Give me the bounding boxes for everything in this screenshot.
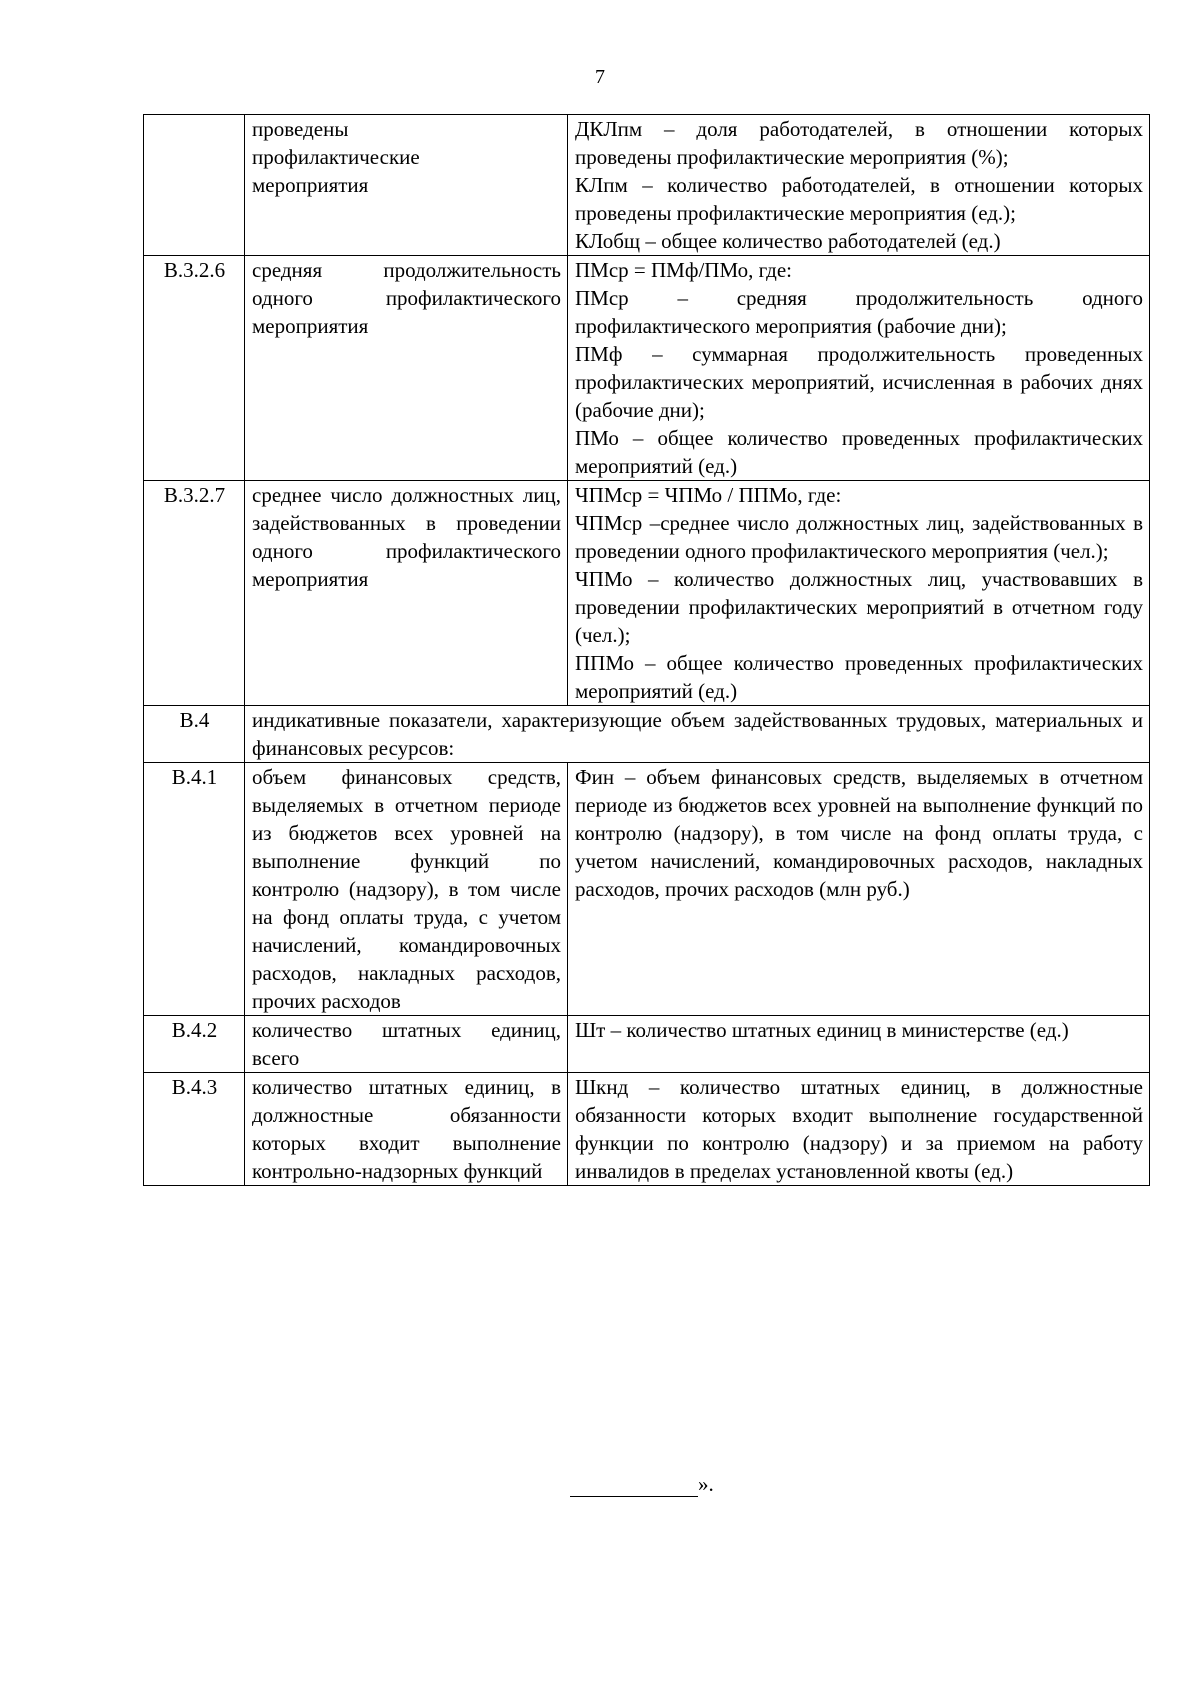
indicator-formula: [568, 256, 1150, 481]
table-row: [144, 481, 1150, 706]
indicator-code: [144, 115, 245, 256]
indicator-code: В.4: [144, 706, 245, 763]
formula-line: ЧПМср –среднее число должностных лиц, задействованных в проведении одного профилактического мероприятия (чел.);: [575, 511, 1143, 563]
indicator-code: В.3.2.7: [144, 481, 245, 706]
table-row: [144, 706, 1150, 763]
formula-line: Фин – объем финансовых средств, выделяемых в отчетном периоде из бюджетов всех уровней на выполнение функций по контролю (надзору), в том числе на фонд оплаты труда, с учетом начислений, командировочных расходов, накладных расходов, прочих расходов (млн руб.): [575, 765, 1143, 901]
formula-line: ЧПМср = ЧПМо / ППМо, где:: [575, 483, 842, 507]
indicator-code: В.4.1: [144, 763, 245, 1016]
formula-line: Шт – количество штатных единиц в министерстве (ед.): [575, 1018, 1069, 1042]
indicator-formula: [568, 481, 1150, 706]
closing-quote: ».: [698, 1472, 714, 1496]
indicators-table: [143, 114, 1150, 1186]
indicator-name: [245, 256, 568, 481]
indicator-name-line: средняя продолжительность одного профилактического мероприятия: [252, 258, 561, 338]
indicator-name: [245, 1016, 568, 1073]
indicator-name-line: мероприятия: [252, 173, 369, 197]
indicator-name: [245, 763, 568, 1016]
indicator-name-line: проведены: [252, 117, 349, 141]
formula-line: КЛобщ – общее количество работодателей (ед.): [575, 229, 1001, 253]
indicator-formula: [568, 1073, 1150, 1186]
indicator-code: В.3.2.6: [144, 256, 245, 481]
section-heading: индикативные показатели, характеризующие объем задействованных трудовых, материальных и финансовых ресурсов:: [245, 706, 1150, 763]
closing-mark: [570, 1472, 714, 1497]
indicator-code: В.4.2: [144, 1016, 245, 1073]
formula-line: Шкнд – количество штатных единиц, в должностные обязанности которых входит выполнение государственной функции по контролю (надзору) и за приемом на работу инвалидов в пределах установленной квоты (ед.): [575, 1075, 1143, 1183]
indicator-name: [245, 481, 568, 706]
indicator-name-line: количество штатных единиц, в должностные обязанности которых входит выполнение контрольно-надзорных функций: [252, 1075, 561, 1183]
formula-line: ДКЛпм – доля работодателей, в отношении которых проведены профилактические мероприятия (%);: [575, 117, 1143, 169]
table-row: [144, 1016, 1150, 1073]
indicator-name-line: количество штатных единиц, всего: [252, 1018, 561, 1070]
indicator-name: [245, 115, 568, 256]
indicator-name-line: объем финансовых средств, выделяемых в отчетном периоде из бюджетов всех уровней на выполнение функций по контролю (надзору), в том числе на фонд оплаты труда, с учетом начислений, командировочных расходов, накладных расходов, прочих расходов: [252, 765, 561, 1013]
indicator-formula: [568, 115, 1150, 256]
indicator-name-line: профилактические: [252, 145, 420, 169]
signature-blank-line: [570, 1474, 698, 1497]
indicator-name: [245, 1073, 568, 1186]
formula-line: КЛпм – количество работодателей, в отношении которых проведены профилактические мероприятия (ед.);: [575, 173, 1143, 225]
formula-line: ПМо – общее количество проведенных профилактических мероприятий (ед.): [575, 426, 1143, 478]
table-body: [144, 115, 1150, 1186]
formula-line: ППМо – общее количество проведенных профилактических мероприятий (ед.): [575, 651, 1143, 703]
formula-line: ЧПМо – количество должностных лиц, участвовавших в проведении профилактических мероприятий в отчетном году (чел.);: [575, 567, 1143, 647]
table-row: [144, 763, 1150, 1016]
indicator-formula: [568, 1016, 1150, 1073]
indicator-formula: [568, 763, 1150, 1016]
formula-line: ПМф – суммарная продолжительность проведенных профилактических мероприятий, исчисленная в рабочих днях (рабочие дни);: [575, 342, 1143, 422]
formula-line: ПМср – средняя продолжительность одного профилактического мероприятия (рабочие дни);: [575, 286, 1143, 338]
indicator-name-line: среднее число должностных лиц, задействованных в проведении одного профилактического мероприятия: [252, 483, 561, 591]
table-row: [144, 256, 1150, 481]
page-number: 7: [595, 66, 605, 88]
formula-line: ПМср = ПМф/ПМо, где:: [575, 258, 793, 282]
table-row: [144, 1073, 1150, 1186]
indicator-code: В.4.3: [144, 1073, 245, 1186]
table-row: [144, 115, 1150, 256]
